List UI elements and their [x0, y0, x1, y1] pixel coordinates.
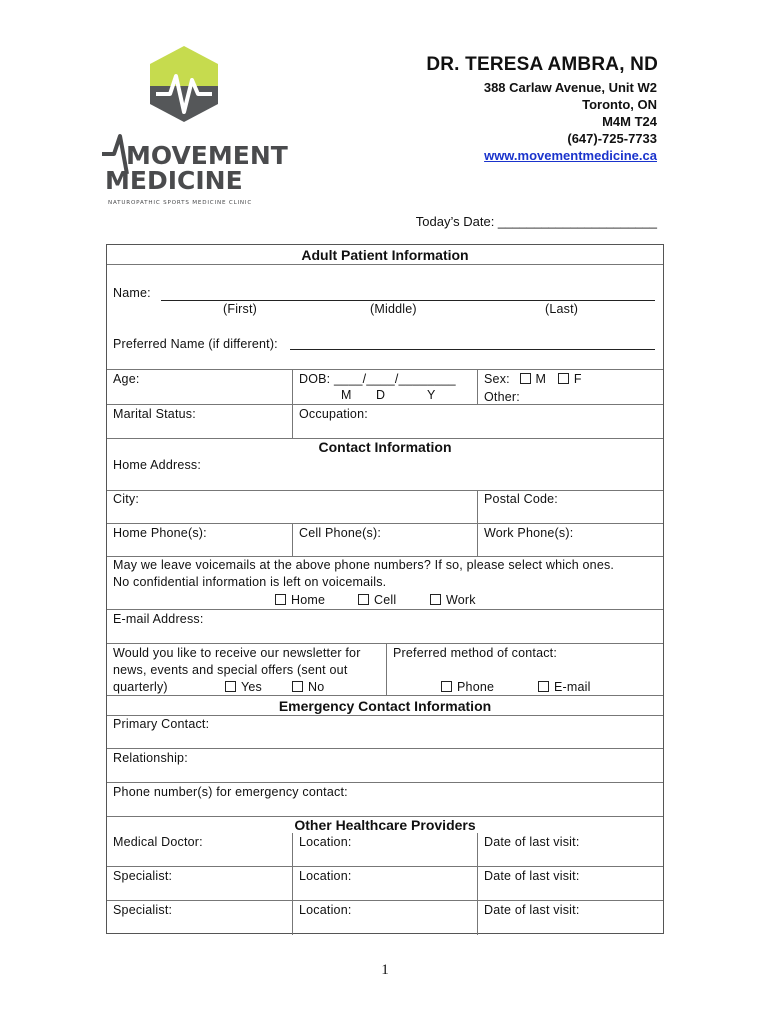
city-label[interactable]: City: [113, 492, 139, 506]
postal-code-label[interactable]: Postal Code: [484, 492, 558, 506]
sex-f-checkbox[interactable] [558, 373, 569, 384]
logo-hex-top [150, 46, 218, 86]
voicemail-home-option[interactable] [275, 593, 325, 607]
logo-text-movement: MOVEMENT [126, 141, 288, 170]
voicemail-home-checkbox[interactable] [275, 594, 286, 605]
newsletter-question-line2: news, events and special offers (sent out [113, 663, 348, 677]
postal-line: M4M T24 [602, 114, 657, 129]
name-input-line[interactable] [161, 300, 655, 301]
specialist-2-location-label[interactable]: Location: [299, 903, 352, 917]
middle-name-caption: (Middle) [370, 302, 417, 316]
primary-contact-label[interactable]: Primary Contact: [113, 717, 210, 731]
specialist-1-last-visit-label[interactable]: Date of last visit: [484, 869, 580, 883]
movement-medicine-logo [100, 46, 300, 206]
section-title-adult: Adult Patient Information [301, 247, 469, 263]
newsletter-yes-option[interactable] [225, 680, 262, 694]
sex-label: Sex: [484, 372, 510, 386]
age-label[interactable]: Age: [113, 372, 140, 386]
medical-doctor-label[interactable]: Medical Doctor: [113, 835, 203, 849]
section-title-providers: Other Healthcare Providers [294, 817, 476, 833]
section-title-emergency: Emergency Contact Information [278, 698, 492, 714]
name-label: Name: [113, 286, 151, 300]
sex-f-label: F [573, 372, 582, 386]
preferred-name-input-line[interactable] [290, 349, 655, 350]
logo-tagline: NATUROPATHIC SPORTS MEDICINE CLINIC [108, 200, 253, 206]
sex-field [484, 372, 582, 386]
voicemail-cell-label: Cell [374, 593, 397, 607]
work-phone-label[interactable]: Work Phone(s): [484, 526, 574, 540]
preferred-contact-label: Preferred method of contact: [393, 646, 558, 660]
newsletter-no-checkbox[interactable] [292, 681, 303, 692]
website-link[interactable]: www.movementmedicine.ca [484, 148, 657, 163]
preferred-phone-checkbox[interactable] [441, 681, 452, 692]
cell-phone-label[interactable]: Cell Phone(s): [299, 526, 381, 540]
email-address-label[interactable]: E-mail Address: [113, 612, 204, 626]
dob-m-caption: M [341, 388, 352, 402]
dob-field[interactable]: DOB: ____/____/________ [299, 372, 456, 386]
first-name-caption: (First) [223, 302, 258, 316]
emergency-phone-label[interactable]: Phone number(s) for emergency contact: [113, 785, 348, 799]
city-line: Toronto, ON [582, 97, 657, 112]
occupation-label[interactable]: Occupation: [299, 407, 368, 421]
page-number: 1 [381, 962, 389, 978]
voicemail-home-label: Home [291, 593, 326, 607]
doctor-name: DR. TERESA AMBRA, ND [426, 54, 658, 75]
voicemail-work-label: Work [446, 593, 476, 607]
last-name-caption: (Last) [545, 302, 579, 316]
dob-y-caption: Y [427, 388, 436, 402]
section-title-contact: Contact Information [318, 439, 452, 455]
newsletter-yes-checkbox[interactable] [225, 681, 236, 692]
preferred-email-option[interactable] [538, 680, 591, 694]
dob-d-caption: D [376, 388, 386, 402]
relationship-label[interactable]: Relationship: [113, 751, 188, 765]
preferred-email-checkbox[interactable] [538, 681, 549, 692]
preferred-phone-option[interactable] [441, 680, 494, 694]
doctor-location-label[interactable]: Location: [299, 835, 352, 849]
preferred-phone-label: Phone [457, 680, 495, 694]
newsletter-yes-label: Yes [241, 680, 262, 694]
specialist-1-label[interactable]: Specialist: [113, 869, 173, 883]
voicemail-cell-checkbox[interactable] [358, 594, 369, 605]
doctor-last-visit-label[interactable]: Date of last visit: [484, 835, 580, 849]
specialist-2-last-visit-label[interactable]: Date of last visit: [484, 903, 580, 917]
sex-m-checkbox[interactable] [520, 373, 531, 384]
voicemail-note: No confidential information is left on voicemails. [113, 575, 387, 589]
specialist-1-location-label[interactable]: Location: [299, 869, 352, 883]
voicemail-work-option[interactable] [430, 593, 476, 607]
newsletter-no-label: No [308, 680, 325, 694]
phone-line: (647)-725-7733 [567, 131, 657, 146]
specialist-2-label[interactable]: Specialist: [113, 903, 173, 917]
preferred-name-label: Preferred Name (if different): [113, 337, 278, 351]
newsletter-no-option[interactable] [292, 680, 324, 694]
preferred-email-label: E-mail [554, 680, 591, 694]
sex-m-label: M [535, 372, 547, 386]
voicemail-question: May we leave voicemails at the above phone numbers? If so, please select which ones. [113, 558, 615, 572]
marital-status-label[interactable]: Marital Status: [113, 407, 196, 421]
patient-intake-form [106, 244, 664, 934]
clinic-address-block [484, 79, 657, 164]
sex-other-label[interactable]: Other: [484, 390, 520, 404]
todays-date-field[interactable]: Today’s Date: ______________________ [415, 214, 657, 229]
voicemail-work-checkbox[interactable] [430, 594, 441, 605]
logo-text-medicine: MEDICINE [105, 166, 243, 195]
home-address-label[interactable]: Home Address: [113, 458, 202, 472]
home-phone-label[interactable]: Home Phone(s): [113, 526, 207, 540]
voicemail-cell-option[interactable] [358, 593, 396, 607]
newsletter-question-line3: quarterly) [113, 680, 168, 694]
address-line: 388 Carlaw Avenue, Unit W2 [483, 80, 657, 95]
newsletter-question-line1: Would you like to receive our newsletter for [113, 646, 361, 660]
